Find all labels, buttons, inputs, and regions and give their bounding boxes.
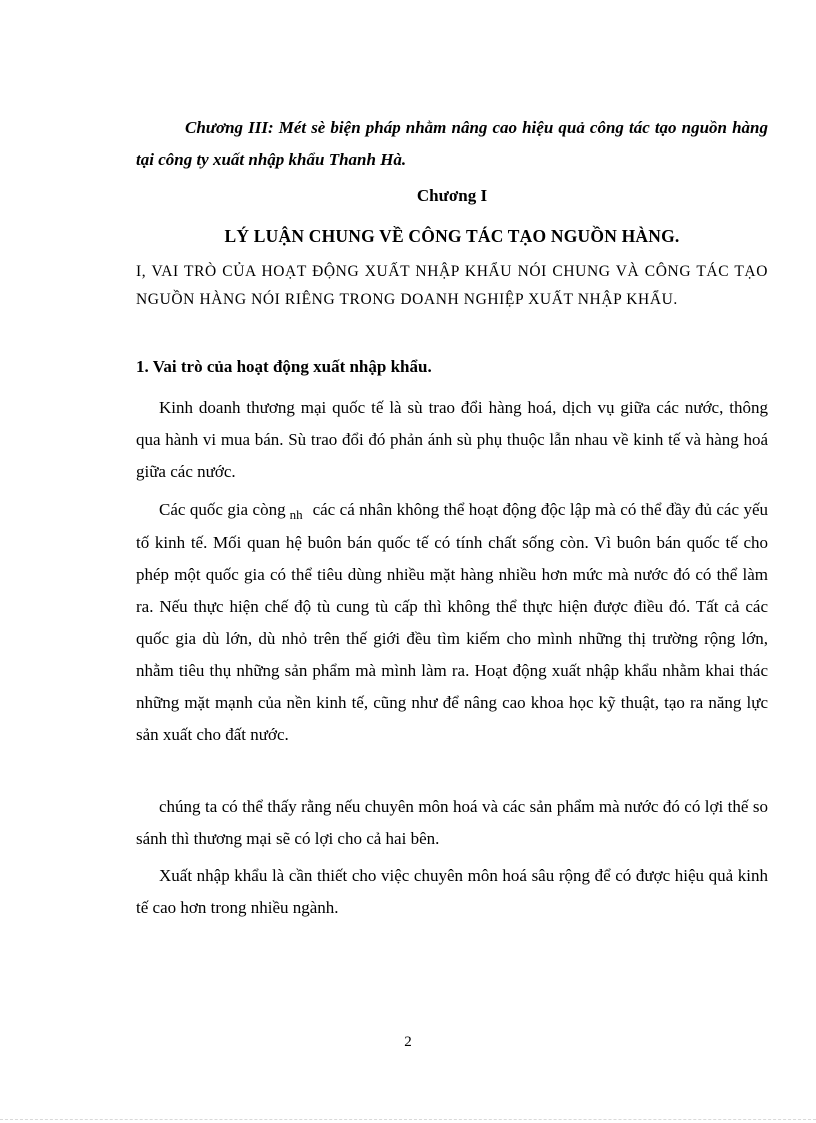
paragraph-2-start: Các quốc gia còng [159, 500, 286, 519]
section-heading: I, VAI TRÒ CỦA HOẠT ĐỘNG XUẤT NHẬP KHẨU NÓI CHUNG VÀ CÔNG TÁC TẠO NGUỒN HÀNG NÓI RIÊNG TRONG DOANH NGHIỆP XUẤT NHẬP KHẨU. [136, 263, 768, 308]
chapter-heading: LÝ LUẬN CHUNG VỀ CÔNG TÁC TẠO NGUỒN HÀNG. [224, 226, 680, 246]
paragraph-2-rest: các cá nhân không thể hoạt động độc lập mà có thể đầy đủ các yếu tố kinh tế. Mối quan hệ buôn bán quốc tế có tính chất sống còn. Vì buôn bán quốc tế cho phép một quốc gia có thể tiêu dùng nhiều mặt hàng nhiều hơn mức mà nước đó có thể làm ra. Nếu thực hiện chế độ tù cung tù cấp thì không thể thực hiện được điều đó. Tất cả các quốc gia dù lớn, dù nhỏ trên thế giới đều tìm kiếm cho mình những thị trường rộng lớn, nhằm tiêu thụ những sản phẩm mà mình làm ra. Hoạt động xuất nhập khẩu nhằm khai thác những mặt mạnh của nền kinh tế, cũng như để nâng cao khoa học kỹ thuật, tạo ra năng lực sản xuất cho đất nước. [136, 500, 768, 744]
paragraph-3: chúng ta có thể thấy rằng nếu chuyên môn hoá và các sản phẩm mà nước đó có lợi thế so sánh thì thương mại sẽ có lợi cho cả hai bên. [136, 797, 768, 848]
subsection-heading: 1. Vai trò của hoạt động xuất nhập khẩu. [136, 357, 432, 376]
page-bottom-divider [0, 1119, 816, 1120]
chapter-title: Chương I [416, 186, 488, 205]
chapter-reference: Chương III: Mét sè biện pháp nhằm nâng cao hiệu quả công tác tạo nguồn hàng tại công ty xuất nhập khẩu Thanh Hà. [136, 118, 768, 169]
paragraph-1: Kinh doanh thương mại quốc tế là sù trao đổi hàng hoá, dịch vụ giữa các nước, thông qua hành vi mua bán. Sù trao đổi đó phản ánh sù phụ thuộc lẫn nhau về kinh tế và hàng hoá giữa các nước. [136, 398, 768, 481]
paragraph-2-inline-fragment: nh [289, 507, 303, 522]
paragraph-4: Xuất nhập khẩu là cần thiết cho việc chuyên môn hoá sâu rộng để có được hiệu quả kinh tế cao hơn trong nhiều ngành. [136, 866, 768, 917]
page-number: 2 [404, 1034, 412, 1050]
paragraph-2 [136, 494, 768, 751]
